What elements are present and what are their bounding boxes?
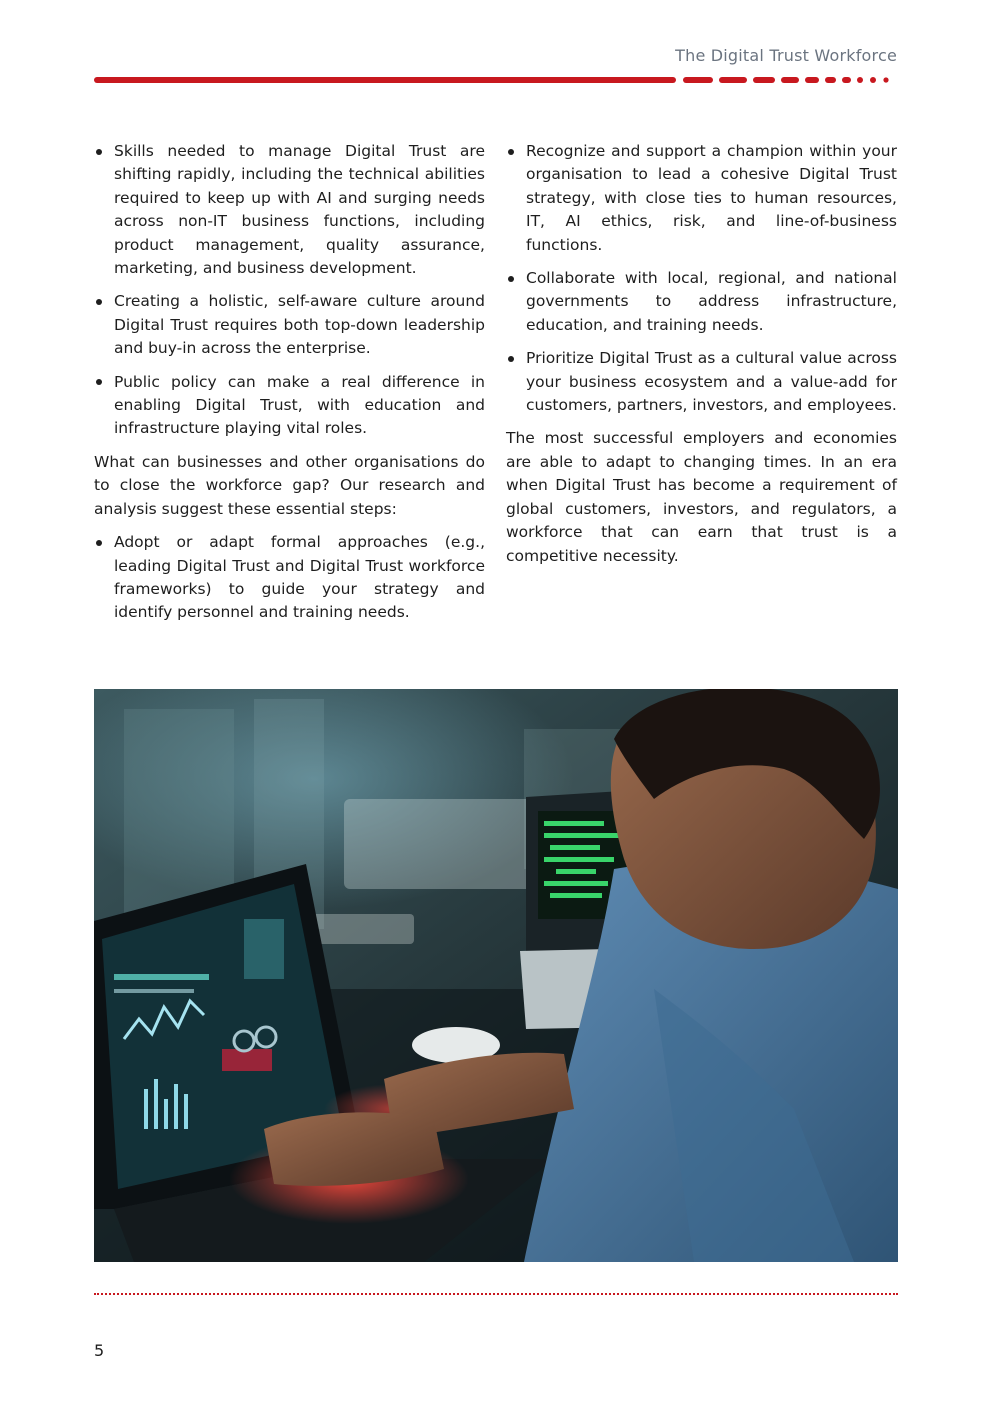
header-rule	[94, 76, 898, 84]
running-header-title: The Digital Trust Workforce	[675, 46, 897, 65]
left-column	[94, 140, 485, 635]
list-item: Recognize and support a champion within your organisation to lead a cohesive Digital Trust strategy, with close ties to human resources, IT, AI ethics, risk, and line-of-business functions.	[506, 140, 897, 257]
list-item: Prioritize Digital Trust as a cultural value across your business ecosystem and a value-add for customers, partners, investors, and employees.	[506, 347, 897, 417]
footer-dotted-rule	[94, 1293, 898, 1295]
right-column	[506, 140, 897, 578]
findings-list	[94, 140, 485, 441]
bullet-icon	[96, 299, 102, 305]
steps-list	[94, 531, 485, 625]
bullet-icon	[96, 540, 102, 546]
list-item: Adopt or adapt formal approaches (e.g., leading Digital Trust and Digital Trust workforce frameworks) to guide your strategy and identify personnel and training needs.	[94, 531, 485, 625]
bullet-icon	[508, 149, 514, 155]
photo-illustration	[94, 689, 898, 1262]
bullet-icon	[96, 379, 102, 385]
bullet-icon	[508, 356, 514, 362]
list-item: Creating a holistic, self-aware culture around Digital Trust requires both top-down leadership and buy-in across the enterprise.	[94, 290, 485, 360]
bullet-icon	[96, 149, 102, 155]
page-number: 5	[94, 1341, 105, 1360]
conclusion-paragraph: The most successful employers and economies are able to adapt to changing times. In an era when Digital Trust has become a requirement of global customers, investors, and regulators, a workforce that can earn that trust is a competitive necessity.	[506, 429, 897, 565]
list-item: Collaborate with local, regional, and national governments to address infrastructure, education, and training needs.	[506, 267, 897, 337]
steps-list-continued	[506, 140, 897, 417]
list-item: Skills needed to manage Digital Trust are shifting rapidly, including the technical abilities required to keep up with AI and surging needs across non-IT business functions, including product management, quality assurance, marketing, and business development.	[94, 140, 485, 280]
bullet-icon	[508, 276, 514, 282]
photo-man-at-laptop	[94, 689, 898, 1262]
list-item: Public policy can make a real difference in enabling Digital Trust, with education and infrastructure playing vital roles.	[94, 371, 485, 441]
intro-paragraph: What can businesses and other organisations do to close the workforce gap? Our research and analysis suggest these essential steps:	[94, 452, 485, 518]
